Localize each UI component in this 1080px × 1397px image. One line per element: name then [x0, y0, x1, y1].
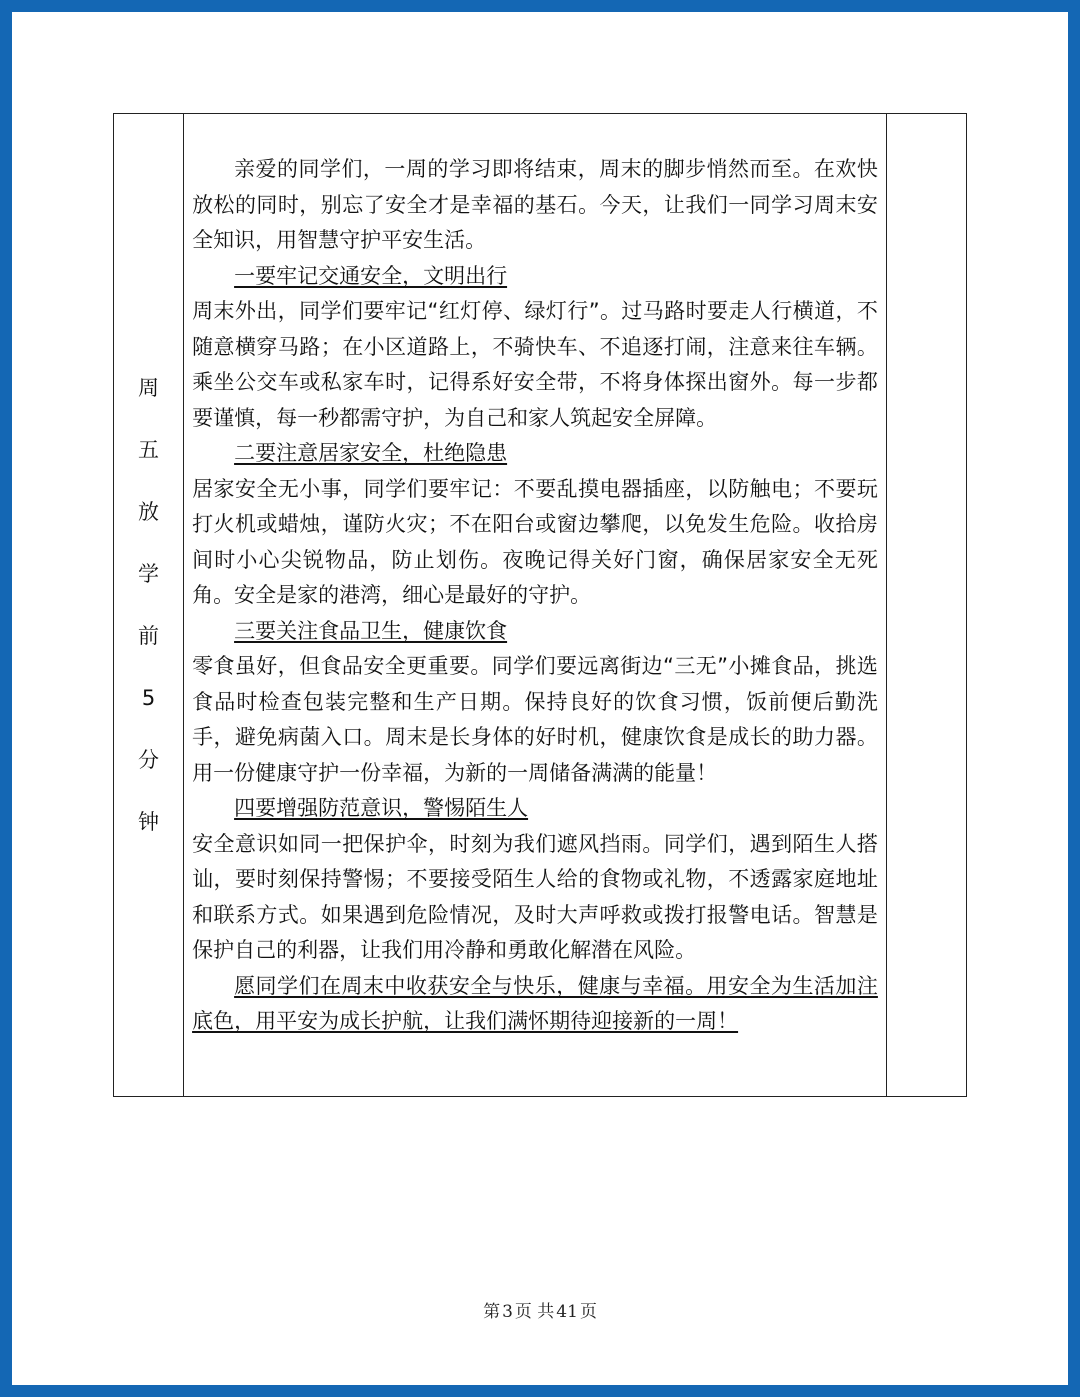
section-heading-text: 三要关注食品卫生，健康饮食 — [234, 618, 508, 643]
intro-paragraph: 亲爱的同学们，一周的学习即将结束，周末的脚步悄然而至。在欢快放松的同时，别忘了安全才是幸福的基石。今天，让我们一同学习周末安全知识，用智慧守护平安生活。 — [192, 157, 878, 252]
section-heading-text: 一要牢记交通安全，文明出行 — [234, 263, 508, 288]
section-heading — [192, 436, 878, 472]
label-char: 放 — [138, 500, 160, 524]
footer-page-number: 3 — [502, 1302, 513, 1322]
closing-text: 愿同学们在周末中收获安全与快乐，健康与幸福。用安全为生活加注底色，用平安为成长护航，让我们满怀期待迎接新的一周！ — [192, 973, 878, 1033]
footer-mid: 页 共 — [514, 1302, 555, 1322]
table-row — [114, 114, 967, 1097]
label-char: 前 — [138, 624, 160, 648]
label-char: 周 — [138, 376, 160, 400]
label-char: 5 — [141, 686, 156, 710]
label-char: 学 — [138, 562, 160, 586]
content-body — [184, 114, 886, 1040]
empty-right-cell — [886, 114, 966, 1097]
document-page — [12, 12, 1068, 1385]
content-cell — [184, 114, 887, 1097]
footer-suffix: 页 — [579, 1302, 597, 1322]
footer-prefix: 第 — [483, 1302, 501, 1322]
section-heading-text: 四要增强防范意识，警惕陌生人 — [234, 796, 529, 820]
page-footer — [12, 1297, 1068, 1322]
section-heading — [192, 259, 878, 295]
section-body: 周末外出，同学们要牢记“红灯停、绿灯行”。过马路时要走人行横道，不随意横穿马路；在小区道路上，不骑快车、不追逐打闹，注意来往车辆。乘坐公交车或私家车时，记得系好安全带，不将身体探出窗外。每一步都要谨慎，每一秒都需守护，为自己和家人筑起安全屏障。 — [192, 299, 878, 430]
section-body: 居家安全无小事，同学们要牢记：不要乱摸电器插座，以防触电；不要玩打火机或蜡烛，谨防火灾；不在阳台或窗边攀爬，以免发生危险。收拾房间时小心尖锐物品，防止划伤。夜晚记得关好门窗，确保居家安全无死角。安全是家的港湾，细心是最好的守护。 — [192, 476, 878, 607]
section-heading — [192, 614, 878, 650]
section-body: 安全意识如同一把保护伞，时刻为我们遮风挡雨。同学们，遇到陌生人搭讪，要时刻保持警惕；不要接受陌生人给的食物或礼物，不透露家庭地址和联系方式。如果遇到危险情况，及时大声呼救或拨打报警电话。智慧是保护自己的利器，让我们用冷静和勇敢化解潜在风险。 — [192, 831, 878, 962]
section-body: 零食虽好，但食品安全更重要。同学们要远离街边“三无”小摊食品，挑选食品时检查包装完整和生产日期。保持良好的饮食习惯，饭前便后勤洗手，避免病菌入口。周末是长身体的好时机，健康饮食是成长的助力器。用一份健康守护一份幸福，为新的一周储备满满的能量！ — [192, 654, 878, 785]
label-char: 钟 — [138, 810, 160, 834]
section-heading — [192, 791, 878, 827]
label-char: 分 — [138, 748, 160, 772]
footer-total-pages: 41 — [556, 1302, 578, 1322]
lesson-table — [113, 113, 967, 1097]
closing-paragraph — [192, 969, 878, 1040]
label-char: 五 — [138, 438, 160, 462]
time-label-cell — [114, 114, 184, 1097]
section-heading-text: 二要注意居家安全，杜绝隐患 — [234, 441, 508, 465]
